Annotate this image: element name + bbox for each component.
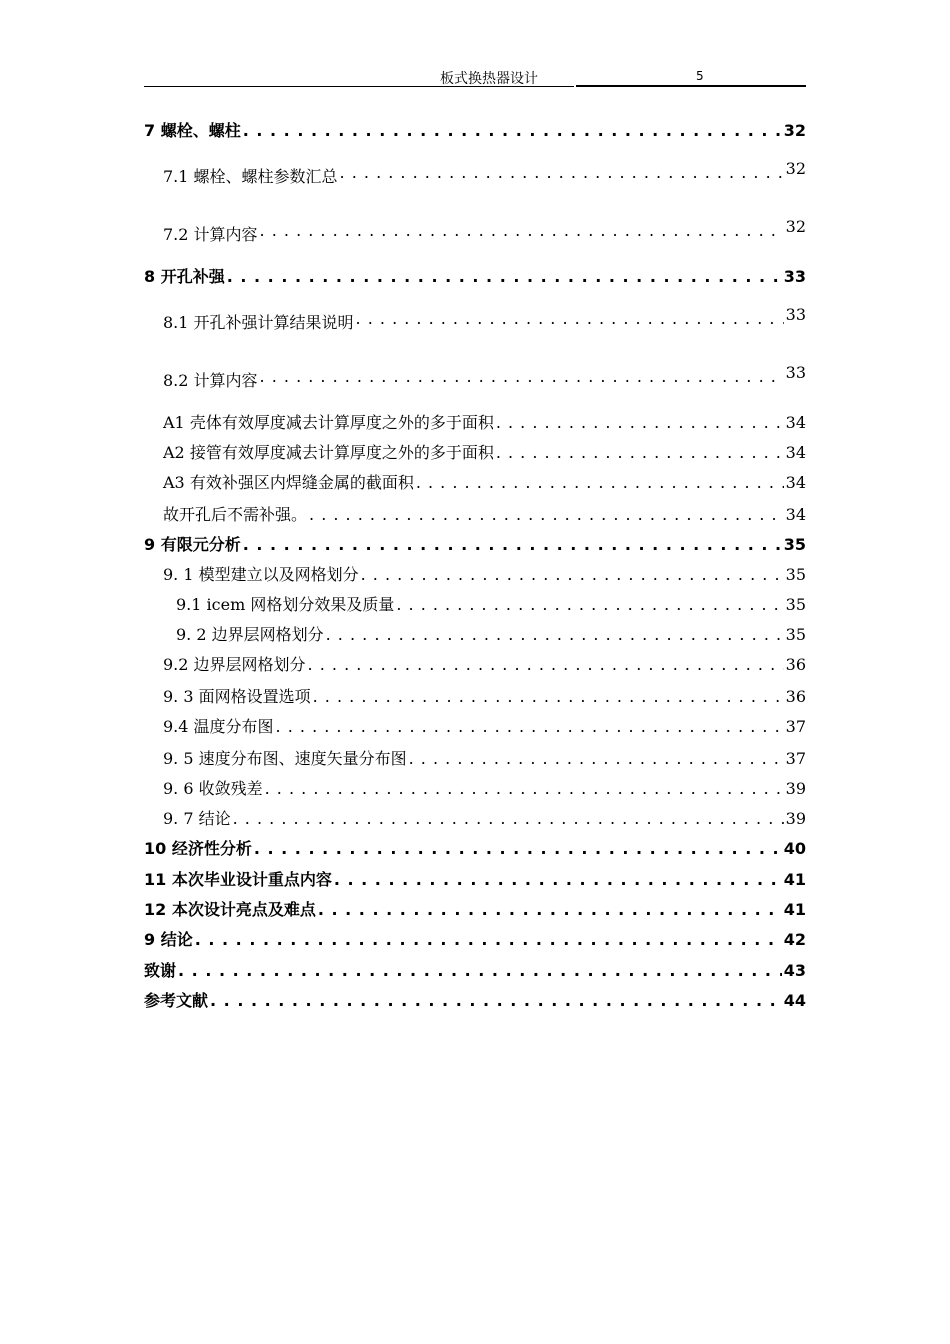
toc-entry[interactable] [144,958,806,981]
toc-entry-label: 9. 2 边界层网格划分 [176,625,324,644]
toc-dot-leader [227,267,782,286]
toc-entry-label: A2 接管有效厚度减去计算厚度之外的多于面积 [163,443,494,462]
toc-entry-label: 8 开孔补强 [144,267,225,286]
toc-entry-label: 故开孔后不需补强。 [163,505,308,524]
toc-entry-label: 9. 3 面网格设置选项 [163,687,311,706]
toc-entry[interactable] [163,652,806,675]
toc-entry-page: 37 [785,717,806,736]
toc-entry-page: 32 [785,159,806,178]
toc-entry[interactable] [144,836,806,859]
toc-dot-leader [396,595,783,614]
toc-entry[interactable] [163,159,806,187]
toc-entry-page: 34 [785,473,806,492]
header-page-number: 5 [696,69,704,83]
toc-dot-leader [340,163,784,182]
toc-entry-page: 33 [785,305,806,324]
toc-entry-label: 9.2 边界层网格划分 [163,655,306,674]
toc-dot-leader [233,809,784,828]
toc-entry-page: 36 [785,687,806,706]
header-rule [144,86,574,87]
toc-entry-label: 9. 5 速度分布图、速度矢量分布图 [163,749,407,768]
toc-entry[interactable] [144,264,806,287]
toc-dot-leader [409,749,784,768]
toc-entry-page: 35 [785,595,806,614]
toc-entry[interactable] [144,867,806,890]
toc-entry-page: 44 [783,991,806,1010]
toc-dot-leader [318,900,782,919]
toc-entry-label: 致谢 [144,961,177,980]
toc-entry-page: 34 [785,505,806,524]
toc-entry-label: A3 有效补强区内焊缝金属的截面积 [163,473,414,492]
toc-entry-page: 39 [785,779,806,798]
page-header [144,66,806,88]
toc-dot-leader [356,309,784,328]
toc-entry-page: 35 [783,535,806,554]
toc-dot-leader [308,655,784,674]
toc-entry-page: 33 [785,363,806,382]
toc-dot-leader [309,505,784,524]
toc-dot-leader [496,443,784,462]
toc-dot-leader [496,413,784,432]
toc-entry-page: 42 [783,930,806,949]
header-title: 板式换热器设计 [440,71,538,87]
toc-entry-label: 9. 6 收敛残差 [163,779,263,798]
toc-entry-label: 9 有限元分析 [144,535,241,554]
toc-dot-leader [416,473,784,492]
toc-entry[interactable] [176,592,806,615]
toc-entry-label: 9.4 温度分布图 [163,717,274,736]
toc-dot-leader [254,839,782,858]
toc-entry[interactable] [163,562,806,585]
toc-entry[interactable] [163,502,806,525]
toc-entry[interactable] [163,440,806,463]
toc-dot-leader [243,121,782,140]
toc-dot-leader [243,535,782,554]
toc-entry-page: 35 [785,625,806,644]
toc-entry[interactable] [163,305,806,333]
toc-entry-label: 8.2 计算内容 [163,371,258,390]
toc-entry[interactable] [163,410,806,433]
toc-entry-page: 40 [783,839,806,858]
toc-entry-label: 参考文献 [144,991,209,1010]
toc-entry[interactable] [144,118,806,141]
toc-dot-leader [178,961,782,980]
toc-entry[interactable] [163,217,806,245]
toc-entry[interactable] [144,927,806,950]
toc-entry-label: 12 本次设计亮点及难点 [144,900,316,919]
toc-entry[interactable] [163,470,806,493]
toc-dot-leader [265,779,784,798]
header-rule-thick [576,85,806,87]
toc-dot-leader [326,625,784,644]
toc-entry-page: 33 [783,267,806,286]
toc-entry[interactable] [163,363,806,391]
toc-entry-label: 9.1 icem 网格划分效果及质量 [176,595,395,614]
toc-entry-label: 9. 1 模型建立以及网格划分 [163,565,359,584]
toc-entry[interactable] [144,532,806,555]
toc-dot-leader [260,221,784,240]
toc-dot-leader [276,717,784,736]
toc-entry[interactable] [163,806,806,829]
toc-entry-page: 41 [783,900,806,919]
toc-dot-leader [195,930,782,949]
toc-entry-label: 7 螺栓、螺柱 [144,121,241,140]
toc-entry[interactable] [144,897,806,920]
toc-dot-leader [334,870,782,889]
toc-entry-page: 35 [785,565,806,584]
toc-entry-page: 39 [785,809,806,828]
toc-entry-page: 34 [785,413,806,432]
toc-entry-page: 32 [785,217,806,236]
toc-entry-label: 10 经济性分析 [144,839,252,858]
toc-entry[interactable] [163,776,806,799]
toc-dot-leader [313,687,784,706]
toc-entry-page: 32 [783,121,806,140]
toc-entry-label: 8.1 开孔补强计算结果说明 [163,313,354,332]
toc-dot-leader [260,367,784,386]
toc-entry-label: 9. 7 结论 [163,809,231,828]
toc-entry-label: 7.2 计算内容 [163,225,258,244]
toc-dot-leader [210,991,782,1010]
toc-entry-label: 9 结论 [144,930,193,949]
toc-entry[interactable] [163,746,806,769]
toc-entry[interactable] [163,684,806,707]
toc-entry-page: 36 [785,655,806,674]
toc-entry-label: 11 本次毕业设计重点内容 [144,870,332,889]
toc-entry-page: 37 [785,749,806,768]
toc-entry[interactable] [176,622,806,645]
toc-entry-page: 34 [785,443,806,462]
toc-entry-label: 7.1 螺栓、螺柱参数汇总 [163,167,338,186]
toc-entry-label: A1 壳体有效厚度减去计算厚度之外的多于面积 [163,413,494,432]
toc-entry-page: 43 [783,961,806,980]
toc-dot-leader [361,565,784,584]
toc-entry[interactable] [163,714,806,737]
toc-entry-page: 41 [783,870,806,889]
toc-entry[interactable] [144,988,806,1011]
